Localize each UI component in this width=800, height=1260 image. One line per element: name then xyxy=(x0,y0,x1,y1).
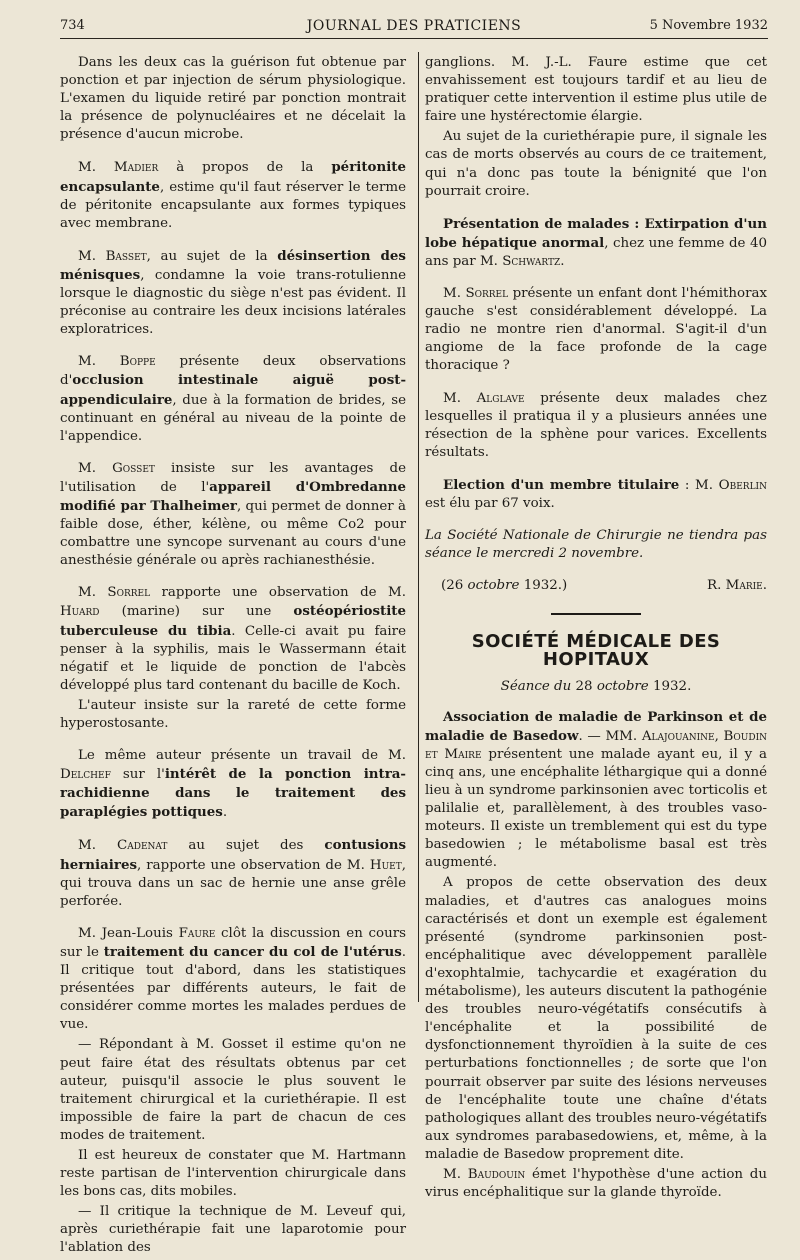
section-title: SOCIÉTÉ MÉDICALE DES HOPITAUX xyxy=(471,631,721,671)
paragraph: ganglions. M. J.-L. Faure estime que cet envahissement est toujours tardif et au lieu de pratiquer cette intervention il estime plus utile de faire une hystérectomie élargie. xyxy=(425,55,767,125)
paragraph: M. Baudouin émet l'hypothèse d'une action du virus encéphalitique sur la glande thyroïde. xyxy=(425,1166,767,1201)
paragraph: M. Boppe présente deux observations d'occlusion intestinale aiguë post-appendiculaire, due à la formation de brides, se continuant en général au niveau de la pointe de l'appendice. xyxy=(60,354,407,444)
paragraph: M. Alglave présente deux malades chez lesquelles il pratiqua il y a plusieurs années une résection de la sphène pour varices. Excellents résultats. xyxy=(425,390,767,460)
issue-date: 5 Novembre 1932 xyxy=(649,18,768,33)
paragraph: Au sujet de la curiethérapie pure, il signale les cas de morts observés au cours de ce traitement, qui n'a donc pas toute la bénignité que l'on pourrait croire. xyxy=(425,129,767,199)
paragraph: M. Sorrel présente un enfant dont l'hémithorax gauche s'est considérablement développé. La radio ne montre rien d'anormal. S'agit-il d'un angiome de la face profonde de la cage thoracique ? xyxy=(425,286,767,374)
sitting-date: (26 octobre 1932.) xyxy=(441,578,568,594)
paragraph: Présentation de malades : Extirpation d'un lobe hépatique anormal, chez une femme de 40 ans par M. Schwartz. xyxy=(425,215,767,269)
paragraph: Dans les deux cas la guérison fut obtenue par ponction et par injection de sérum physiologique. L'examen du liquide retiré par ponction montrait la présence de polynucléaires et ne décelait la présence d'aucun microbe. xyxy=(60,55,406,143)
left-column xyxy=(60,54,406,1260)
paragraph: M. Gosset insiste sur les avantages de l'utilisation de l'appareil d'Ombredanne modifié par Thalheimer, qui permet de donner à faible dose, éther, kélène, ou même Co2 pour combattre une syncope survenant au cours d'une anesthésie générale ou après rachianesthésie. xyxy=(60,460,406,569)
paragraph: Association de maladie de Parkinson et de maladie de Basedow. — MM. Alajouanine, Boudin et Maire présentent une malade ayant eu, il y a cinq ans, une encéphalite léthargique qui a donné lieu à un syndrome parkinsonien avec torticolis et palilalie et, parallèlement, à des troubles vaso-moteurs. Il existe un tremblement qui est du type basedowien ; le métabolisme basal est très augmenté. xyxy=(425,708,767,871)
paragraph: M. Jean-Louis Faure clôt la discussion en cours sur le traitement du cancer du col de l'utérus. Il critique tout d'abord, dans les statistiques présentées par différents auteurs, le fait de considérer comme mortes les malades perdues de vue. xyxy=(60,925,406,1033)
paragraph: A propos de cette observation des deux maladies, et d'autres cas analogues moins caractérisés et dont un exemple est également présenté (syndrome parkinsonien post-encéphalitique avec développement parallèle d'exophtalmie, tachycardie et exagération du métabolisme), les auteurs discutent la pathogénie des troubles neuro-végétatifs consécutifs à l'encéphalite et la possibilité de dysfonctionnement thyroïdien à la suite de ces perturbations fonctionnelles ; de sorte que l'on pourrait observer par suite des lésions nerveuses de l'encéphalite toute une chaîne d'états pathologiques allant des troubles neuro-végétatifs aux syndromes parabasedowiens, et, même, à la maladie de Basedow proprement dite. xyxy=(425,875,767,1162)
paragraph: Le même auteur présente un travail de M. Delchef sur l'intérêt de la ponction intra-rachidienne dans le traitement des paraplégies pottiques. xyxy=(60,748,406,821)
paragraph: Election d'un membre titulaire : M. Oberlin est élu par 67 voix. xyxy=(425,476,767,511)
signature-line xyxy=(425,577,767,595)
column-divider xyxy=(418,52,419,1002)
paragraph: Il est heureux de constater que M. Hartmann reste partisan de l'intervention chirurgicale dans les bons cas, dits mobiles. xyxy=(60,1147,406,1200)
paragraph: M. Madier à propos de la péritonite encapsulante, estime qu'il faut réserver le terme de péritonite encapsulante aux formes typiques avec membrane. xyxy=(60,159,406,231)
paragraph: — Répondant à M. Gosset il estime qu'on ne peut faire état des résultats obtenus par cet auteur, puisqu'il associe le plus souvent le traitement chirurgical et la curiethérapie. Il est impossible de faire la part de chacun de ces modes de traitement. xyxy=(60,1037,406,1143)
session-date: Séance du 28 octobre 1932. xyxy=(500,678,692,694)
right-column xyxy=(425,54,767,1204)
paragraph: M. Cadenat au sujet des contusions herniaires, rapporte une observation de M. Huet, qui trouva dans un sac de hernie une anse grêle perforée. xyxy=(60,837,406,909)
journal-title: JOURNAL DES PRATICIENS xyxy=(306,18,522,34)
section-separator xyxy=(551,613,641,615)
signature: R. Marie. xyxy=(707,578,767,594)
announcement: La Société Nationale de Chirurgie ne tiendra pas séance le mercredi 2 novembre. xyxy=(425,528,767,562)
paragraph: M. Sorrel rapporte une observation de M. Huard (marine) sur une ostéopériostite tuberculeuse du tibia. Celle-ci avait pu faire penser à la syphilis, mais le Wassermann était négatif et le liquide de ponction de l'abcès développé plus tard contenant du bacille de Koch. xyxy=(60,585,406,693)
page-number: 734 xyxy=(60,18,85,33)
header-rule xyxy=(60,38,768,39)
paragraph: L'auteur insiste sur la rareté de cette forme hyperostosante. xyxy=(60,697,406,731)
paragraph: — Il critique la technique de M. Leveuf qui, après curiethérapie fait une laparotomie pour l'ablation des xyxy=(60,1204,406,1256)
page-header xyxy=(60,14,768,38)
paragraph: M. Basset, au sujet de la désinsertion des ménisques, condamne la voie trans-rotulienne lorsque le diagnostic du siège n'est pas évident. Il préconise au contraire les deux incisions latérales exploratrices. xyxy=(60,247,406,338)
